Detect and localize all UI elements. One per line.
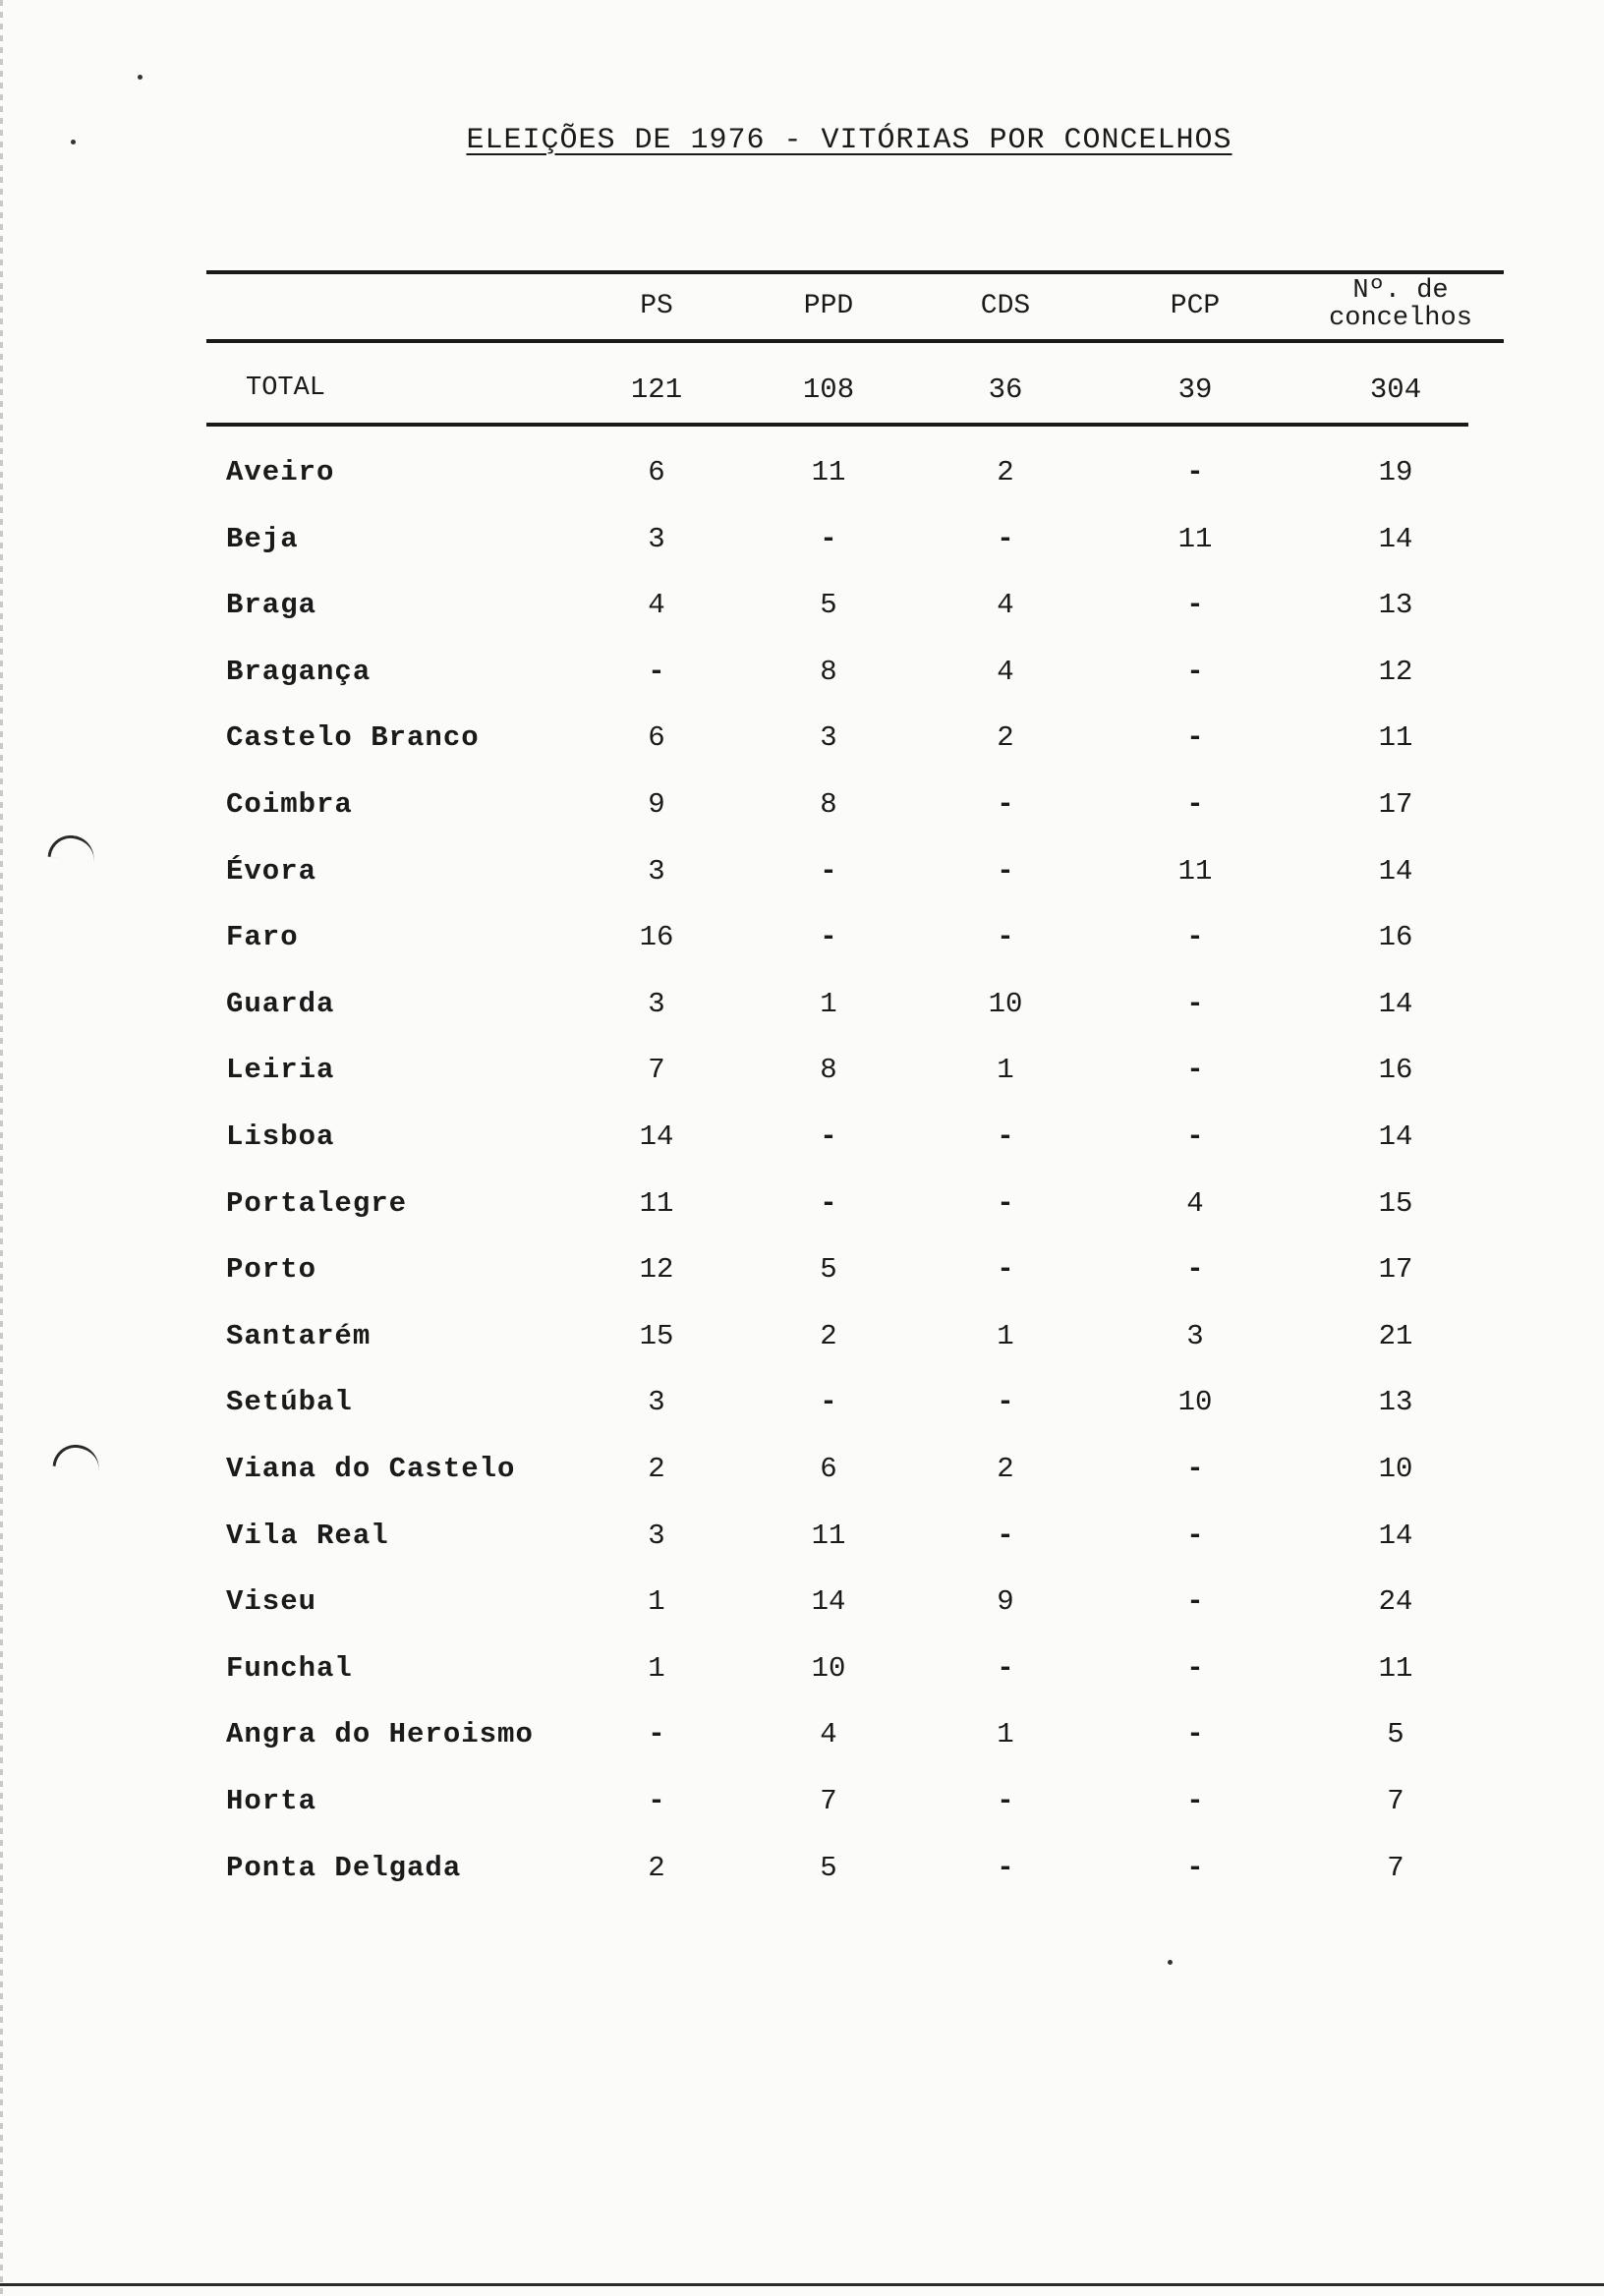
- table-row: [0, 1187, 1604, 1227]
- cell-pcp: -: [1186, 1453, 1204, 1485]
- cell-cds: -: [997, 1253, 1014, 1287]
- speck: [138, 75, 143, 80]
- cell-pcp: 3: [1186, 1319, 1204, 1352]
- cell-pcp: -: [1186, 987, 1204, 1020]
- header-pcp: PCP: [1170, 291, 1221, 321]
- cell-ppd: 5: [820, 589, 837, 622]
- table-row: [0, 1852, 1604, 1891]
- cell-concelhos: 10: [1378, 1453, 1413, 1485]
- cell-concelhos: 5: [1387, 1718, 1404, 1751]
- district-name: Évora: [226, 854, 317, 888]
- cell-concelhos: 19: [1378, 456, 1413, 488]
- cell-ps: 3: [648, 854, 665, 888]
- cell-ppd: 8: [820, 788, 837, 821]
- cell-cds: 9: [997, 1585, 1014, 1619]
- table-row: [0, 1718, 1604, 1757]
- cell-ps: 3: [648, 1386, 665, 1419]
- cell-ppd: -: [820, 921, 837, 954]
- district-name: Faro: [226, 921, 299, 954]
- cell-pcp: -: [1186, 1585, 1204, 1619]
- cell-cds: 2: [997, 1453, 1014, 1485]
- cell-ppd: -: [820, 1120, 837, 1153]
- table-row: [0, 1652, 1604, 1692]
- cell-concelhos: 21: [1378, 1319, 1413, 1352]
- cell-concelhos: 7: [1387, 1785, 1404, 1817]
- cell-cds: -: [997, 1651, 1014, 1685]
- table-row: [0, 1585, 1604, 1625]
- table-row: [0, 589, 1604, 628]
- district-name: Castelo Branco: [226, 721, 480, 755]
- district-name: Guarda: [226, 987, 335, 1020]
- table-row: [0, 1120, 1604, 1160]
- cell-cds: 1: [997, 1319, 1014, 1352]
- table-row: [0, 1520, 1604, 1559]
- total-pcp: 39: [1177, 373, 1213, 406]
- cell-ps: 2: [648, 1851, 665, 1884]
- district-name: Ponta Delgada: [226, 1851, 462, 1884]
- cell-concelhos: 14: [1378, 1519, 1413, 1552]
- total-concelhos: 304: [1369, 373, 1422, 406]
- cell-cds: -: [997, 522, 1014, 555]
- cell-ppd: 8: [820, 655, 837, 688]
- cell-ppd: 5: [820, 1253, 837, 1287]
- header-rule: [206, 339, 1504, 343]
- cell-ps: 1: [648, 1585, 665, 1619]
- header-ps: PS: [640, 291, 673, 321]
- cell-pcp: -: [1186, 921, 1204, 954]
- cell-concelhos: 24: [1378, 1585, 1413, 1619]
- cell-cds: -: [997, 1519, 1014, 1552]
- cell-ppd: -: [820, 854, 837, 888]
- table-row: [0, 921, 1604, 960]
- cell-cds: -: [997, 921, 1014, 954]
- cell-pcp: -: [1186, 456, 1204, 488]
- cell-cds: -: [997, 854, 1014, 888]
- cell-ppd: 11: [811, 1519, 846, 1552]
- cell-pcp: -: [1186, 1785, 1204, 1817]
- cell-pcp: 10: [1177, 1386, 1213, 1419]
- cell-ppd: 10: [811, 1651, 846, 1685]
- cell-concelhos: 17: [1378, 1253, 1413, 1287]
- cell-ps: 3: [648, 987, 665, 1020]
- district-name: Angra do Heroismo: [226, 1718, 534, 1751]
- page-title: ELEIÇÕES DE 1976 - VITÓRIAS POR CONCELHOS: [466, 124, 1232, 157]
- table-row: [0, 855, 1604, 894]
- cell-concelhos: 13: [1378, 589, 1413, 622]
- cell-ppd: -: [820, 1186, 837, 1220]
- cell-ppd: -: [820, 1386, 837, 1419]
- cell-concelhos: 11: [1378, 1651, 1413, 1685]
- table-row: [0, 721, 1604, 761]
- cell-pcp: -: [1186, 1519, 1204, 1552]
- cell-ps: 3: [648, 522, 665, 555]
- cell-ps: 4: [648, 589, 665, 622]
- cell-ps: 6: [648, 721, 665, 755]
- speck: [1168, 1960, 1173, 1965]
- cell-ps: 2: [648, 1453, 665, 1485]
- district-name: Aveiro: [226, 456, 335, 488]
- cell-pcp: -: [1186, 1120, 1204, 1153]
- table-row: [0, 1785, 1604, 1824]
- district-name: Portalegre: [226, 1186, 408, 1220]
- cell-concelhos: 15: [1378, 1186, 1413, 1220]
- total-ppd: 108: [802, 373, 855, 406]
- cell-ps: 7: [648, 1054, 665, 1087]
- cell-cds: -: [997, 1851, 1014, 1884]
- cell-ps: 9: [648, 788, 665, 821]
- cell-ppd: 3: [820, 721, 837, 755]
- cell-pcp: 11: [1177, 522, 1213, 555]
- cell-cds: 4: [997, 655, 1014, 688]
- table-row: [0, 456, 1604, 495]
- cell-concelhos: 14: [1378, 1120, 1413, 1153]
- table-row: [0, 988, 1604, 1027]
- cell-concelhos: 12: [1378, 655, 1413, 688]
- cell-ppd: 2: [820, 1319, 837, 1352]
- cell-ppd: 7: [820, 1785, 837, 1817]
- cell-pcp: -: [1186, 1718, 1204, 1751]
- header-ppd: PPD: [803, 291, 854, 321]
- table-header-row: [0, 276, 1604, 333]
- cell-concelhos: 11: [1378, 721, 1413, 755]
- cell-ps: 1: [648, 1651, 665, 1685]
- district-name: Leiria: [226, 1054, 335, 1087]
- cell-pcp: -: [1186, 721, 1204, 755]
- cell-ps: -: [648, 655, 665, 688]
- cell-ps: 11: [639, 1186, 674, 1220]
- cell-cds: 1: [997, 1718, 1014, 1751]
- table-row: [0, 656, 1604, 695]
- district-name: Funchal: [226, 1651, 353, 1685]
- district-name: Viana do Castelo: [226, 1453, 516, 1485]
- cell-pcp: -: [1186, 1253, 1204, 1287]
- district-name: Vila Real: [226, 1519, 389, 1552]
- cell-pcp: -: [1186, 1054, 1204, 1087]
- cell-ps: 14: [639, 1120, 674, 1153]
- table-top-rule: [206, 270, 1504, 274]
- district-name: Setúbal: [226, 1386, 353, 1419]
- cell-ps: -: [648, 1718, 665, 1751]
- cell-ppd: 1: [820, 987, 837, 1020]
- cell-ppd: 4: [820, 1718, 837, 1751]
- cell-ppd: 14: [811, 1585, 846, 1619]
- cell-cds: 10: [988, 987, 1023, 1020]
- district-name: Santarém: [226, 1319, 372, 1352]
- cell-concelhos: 7: [1387, 1851, 1404, 1884]
- cell-cds: -: [997, 1186, 1014, 1220]
- table-row: [0, 1386, 1604, 1425]
- cell-pcp: 11: [1177, 854, 1213, 888]
- cell-pcp: -: [1186, 788, 1204, 821]
- cell-cds: -: [997, 788, 1014, 821]
- cell-ppd: -: [820, 522, 837, 555]
- cell-cds: -: [997, 1785, 1014, 1817]
- scan-bottom-edge: [0, 2283, 1604, 2286]
- district-name: Porto: [226, 1253, 317, 1287]
- cell-ppd: 6: [820, 1453, 837, 1485]
- district-name: Beja: [226, 522, 299, 555]
- district-name: Coimbra: [226, 788, 353, 821]
- cell-ps: 6: [648, 456, 665, 488]
- cell-concelhos: 16: [1378, 921, 1413, 954]
- cell-ps: 12: [639, 1253, 674, 1287]
- total-ps: 121: [630, 373, 683, 406]
- cell-pcp: -: [1186, 1851, 1204, 1884]
- cell-concelhos: 13: [1378, 1386, 1413, 1419]
- cell-cds: -: [997, 1386, 1014, 1419]
- total-label: TOTAL: [246, 373, 326, 403]
- table-row: [0, 1320, 1604, 1359]
- cell-pcp: 4: [1186, 1186, 1204, 1220]
- table-row: [0, 788, 1604, 828]
- cell-cds: -: [997, 1120, 1014, 1153]
- table-row: [0, 523, 1604, 562]
- cell-pcp: -: [1186, 589, 1204, 622]
- cell-ppd: 5: [820, 1851, 837, 1884]
- cell-concelhos: 16: [1378, 1054, 1413, 1087]
- cell-cds: 2: [997, 721, 1014, 755]
- total-cds: 36: [988, 373, 1023, 406]
- district-name: Braga: [226, 589, 317, 622]
- cell-cds: 1: [997, 1054, 1014, 1087]
- district-name: Lisboa: [226, 1120, 335, 1153]
- cell-pcp: -: [1186, 1651, 1204, 1685]
- cell-cds: 2: [997, 456, 1014, 488]
- header-concelhos: Nº. de concelhos: [1329, 276, 1472, 333]
- cell-ps: 16: [639, 921, 674, 954]
- cell-ps: -: [648, 1785, 665, 1817]
- district-name: Viseu: [226, 1585, 317, 1619]
- cell-concelhos: 14: [1378, 522, 1413, 555]
- cell-concelhos: 17: [1378, 788, 1413, 821]
- cell-pcp: -: [1186, 655, 1204, 688]
- cell-cds: 4: [997, 589, 1014, 622]
- district-name: Horta: [226, 1785, 317, 1817]
- total-rule: [206, 423, 1468, 427]
- cell-ps: 15: [639, 1319, 674, 1352]
- cell-ppd: 11: [811, 456, 846, 488]
- cell-concelhos: 14: [1378, 854, 1413, 888]
- cell-ps: 3: [648, 1519, 665, 1552]
- table-row: [0, 1253, 1604, 1292]
- cell-ppd: 8: [820, 1054, 837, 1087]
- table-row: [0, 1453, 1604, 1492]
- header-cds: CDS: [980, 291, 1031, 321]
- cell-concelhos: 14: [1378, 987, 1413, 1020]
- table-row: [0, 1054, 1604, 1093]
- total-row: [0, 373, 1604, 413]
- district-name: Bragança: [226, 655, 372, 688]
